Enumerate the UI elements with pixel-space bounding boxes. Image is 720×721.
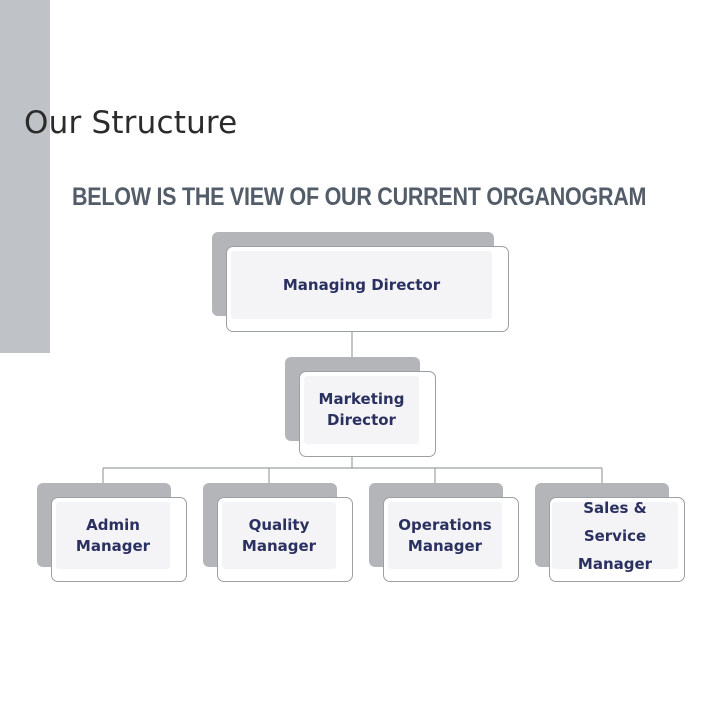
node-label: Operations Manager	[398, 515, 492, 555]
node-box	[226, 246, 509, 332]
org-node-marketing-director	[285, 357, 436, 457]
node-label: Quality Manager	[241, 515, 317, 555]
node-label: Marketing Director	[318, 390, 405, 429]
node-label: Managing Director	[282, 275, 441, 294]
org-node-quality-manager	[203, 483, 353, 582]
page-subtitle: BELOW IS THE VIEW OF OUR CURRENT ORGANOGRAM	[72, 183, 647, 211]
node-box	[217, 497, 353, 582]
org-node-sales-service-manager	[535, 483, 685, 582]
node-box	[299, 371, 436, 457]
node-box	[51, 497, 187, 582]
org-node-admin-manager	[37, 483, 187, 582]
org-node-managing-director	[212, 232, 509, 332]
node-box	[383, 497, 519, 582]
node-label: Sales & Service Manager	[577, 498, 653, 573]
org-node-operations-manager	[369, 483, 519, 582]
node-label: Admin Manager	[75, 515, 151, 555]
page-title: Our Structure	[24, 105, 238, 141]
node-box	[549, 497, 685, 582]
